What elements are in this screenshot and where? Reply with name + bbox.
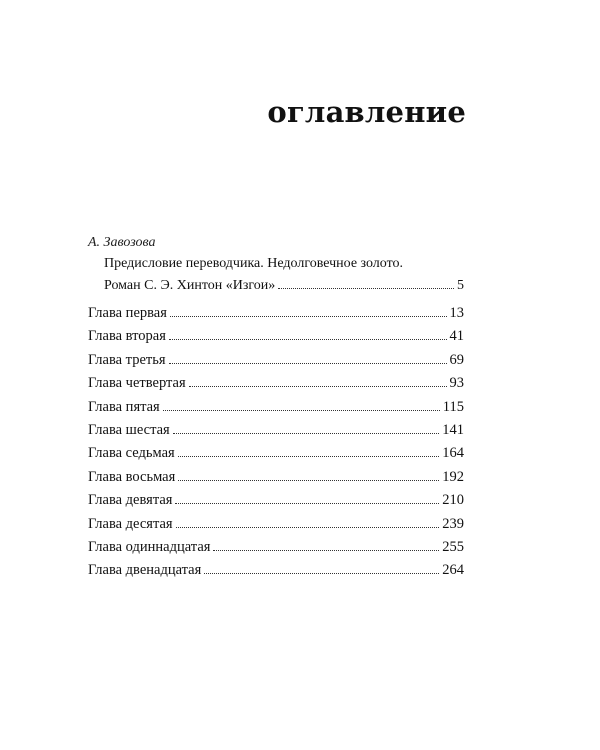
dot-leader — [173, 433, 440, 434]
chapter-page-number: 192 — [442, 468, 464, 485]
page-title: оглавление — [267, 95, 466, 129]
chapter-page-number: 255 — [442, 539, 464, 556]
chapter-row[interactable] — [88, 349, 464, 372]
chapter-row[interactable] — [88, 419, 464, 442]
chapter-row[interactable] — [88, 325, 464, 348]
chapter-title: Глава вторая — [88, 328, 166, 345]
preface-page-number: 5 — [457, 278, 464, 293]
chapter-row[interactable] — [88, 489, 464, 512]
preface-row[interactable] — [104, 275, 464, 297]
dot-leader — [178, 456, 440, 457]
dot-leader — [170, 316, 447, 317]
chapter-title: Глава шестая — [88, 422, 170, 439]
chapter-row[interactable] — [88, 442, 464, 465]
dot-leader — [169, 363, 447, 364]
chapter-row[interactable] — [88, 536, 464, 559]
chapter-title: Глава восьмая — [88, 468, 176, 485]
chapter-row[interactable] — [88, 466, 464, 489]
chapter-title: Глава пятая — [88, 398, 160, 415]
chapter-title: Глава первая — [88, 305, 167, 321]
dot-leader — [176, 527, 440, 528]
dot-leader — [163, 410, 440, 411]
chapter-page-number: 13 — [449, 305, 464, 321]
preface-entry — [88, 233, 464, 297]
dot-leader — [189, 386, 447, 387]
chapter-row[interactable] — [88, 513, 464, 536]
dot-leader — [178, 480, 439, 481]
dot-leader — [278, 288, 454, 289]
chapter-title: Глава четвертая — [88, 375, 186, 392]
chapter-page-number: 164 — [442, 445, 464, 462]
dot-leader — [213, 550, 439, 551]
chapter-list — [88, 302, 464, 583]
chapter-title: Глава девятая — [88, 492, 173, 509]
chapter-title: Глава двенадцатая — [88, 562, 202, 579]
chapter-row[interactable] — [88, 372, 464, 395]
chapter-row[interactable] — [88, 396, 464, 419]
chapter-page-number: 69 — [449, 351, 464, 368]
chapter-row[interactable] — [88, 302, 464, 325]
chapter-row[interactable] — [88, 559, 464, 582]
dot-leader — [169, 339, 447, 340]
chapter-title: Глава седьмая — [88, 445, 175, 462]
chapter-page-number: 264 — [442, 562, 464, 579]
chapter-page-number: 41 — [449, 328, 464, 345]
chapter-page-number: 115 — [442, 398, 464, 415]
chapter-title: Глава десятая — [88, 515, 173, 532]
chapter-page-number: 239 — [442, 515, 464, 532]
chapter-page-number: 141 — [442, 422, 464, 439]
dot-leader — [175, 503, 439, 504]
preface-subtitle: Роман С. Э. Хинтон «Изгои» — [104, 278, 276, 293]
chapter-page-number: 210 — [442, 492, 464, 509]
dot-leader — [204, 573, 439, 574]
chapter-page-number: 93 — [449, 375, 464, 392]
preface-title-line: Предисловие переводчика. Недолговечное золото. — [104, 256, 404, 271]
chapter-title: Глава третья — [88, 351, 166, 368]
preface-author: А. Завозова — [88, 235, 156, 250]
chapter-title: Глава одиннадцатая — [88, 539, 211, 556]
